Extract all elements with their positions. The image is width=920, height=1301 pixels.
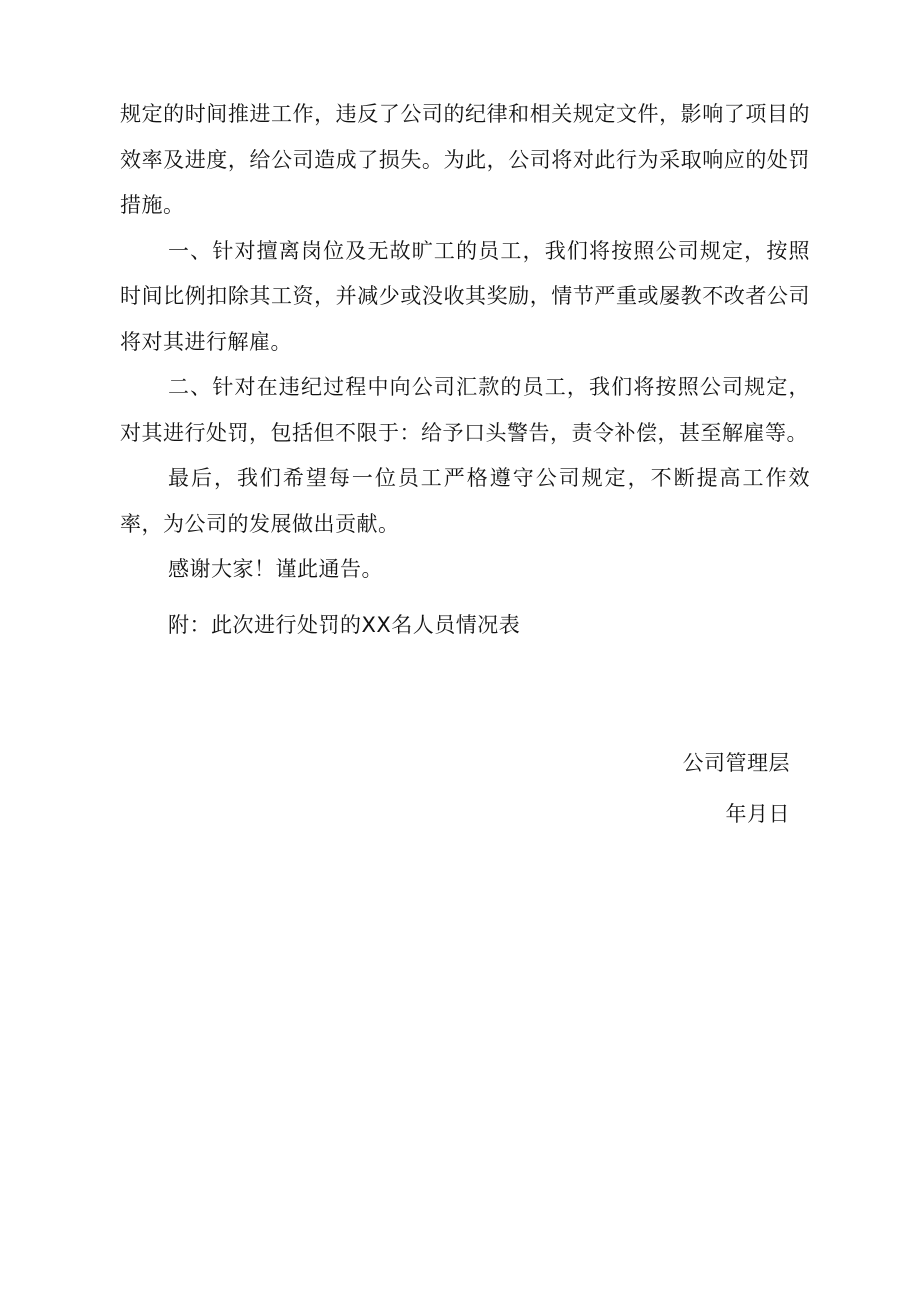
paragraph-penalty-remittance: 二、针对在违纪过程中向公司汇款的员工，我们将按照公司规定，对其进行处罚，包括但不限于：给予口头警告，责令补偿，甚至解雇等。	[120, 375, 810, 445]
signature-issuer: 公司管理层	[682, 751, 790, 775]
signature-date: 年月日	[725, 802, 790, 826]
paragraph-penalty-absence: 一、针对擅离岗位及无故旷工的员工，我们将按照公司规定，按照时间比例扣除其工资，并减少或没收其奖励，情节严重或屡教不改者公司将对其进行解雇。	[120, 238, 810, 354]
signature-block	[683, 738, 791, 840]
paragraph-closing: 最后，我们希望每一位员工严格遵守公司规定，不断提高工作效率，为公司的发展做出贡献。	[120, 466, 810, 536]
attachment-note: 附：此次进行处罚的XX名人员情况表	[168, 613, 521, 637]
paragraph-continuation: 规定的时间推进工作，违反了公司的纪律和相关规定文件，影响了项目的效率及进度，给公司造成了损失。为此，公司将对此行为采取响应的处罚措施。	[120, 102, 810, 217]
paragraph-thanks: 感谢大家！谨此通告。	[168, 557, 383, 581]
document-body	[120, 92, 810, 593]
